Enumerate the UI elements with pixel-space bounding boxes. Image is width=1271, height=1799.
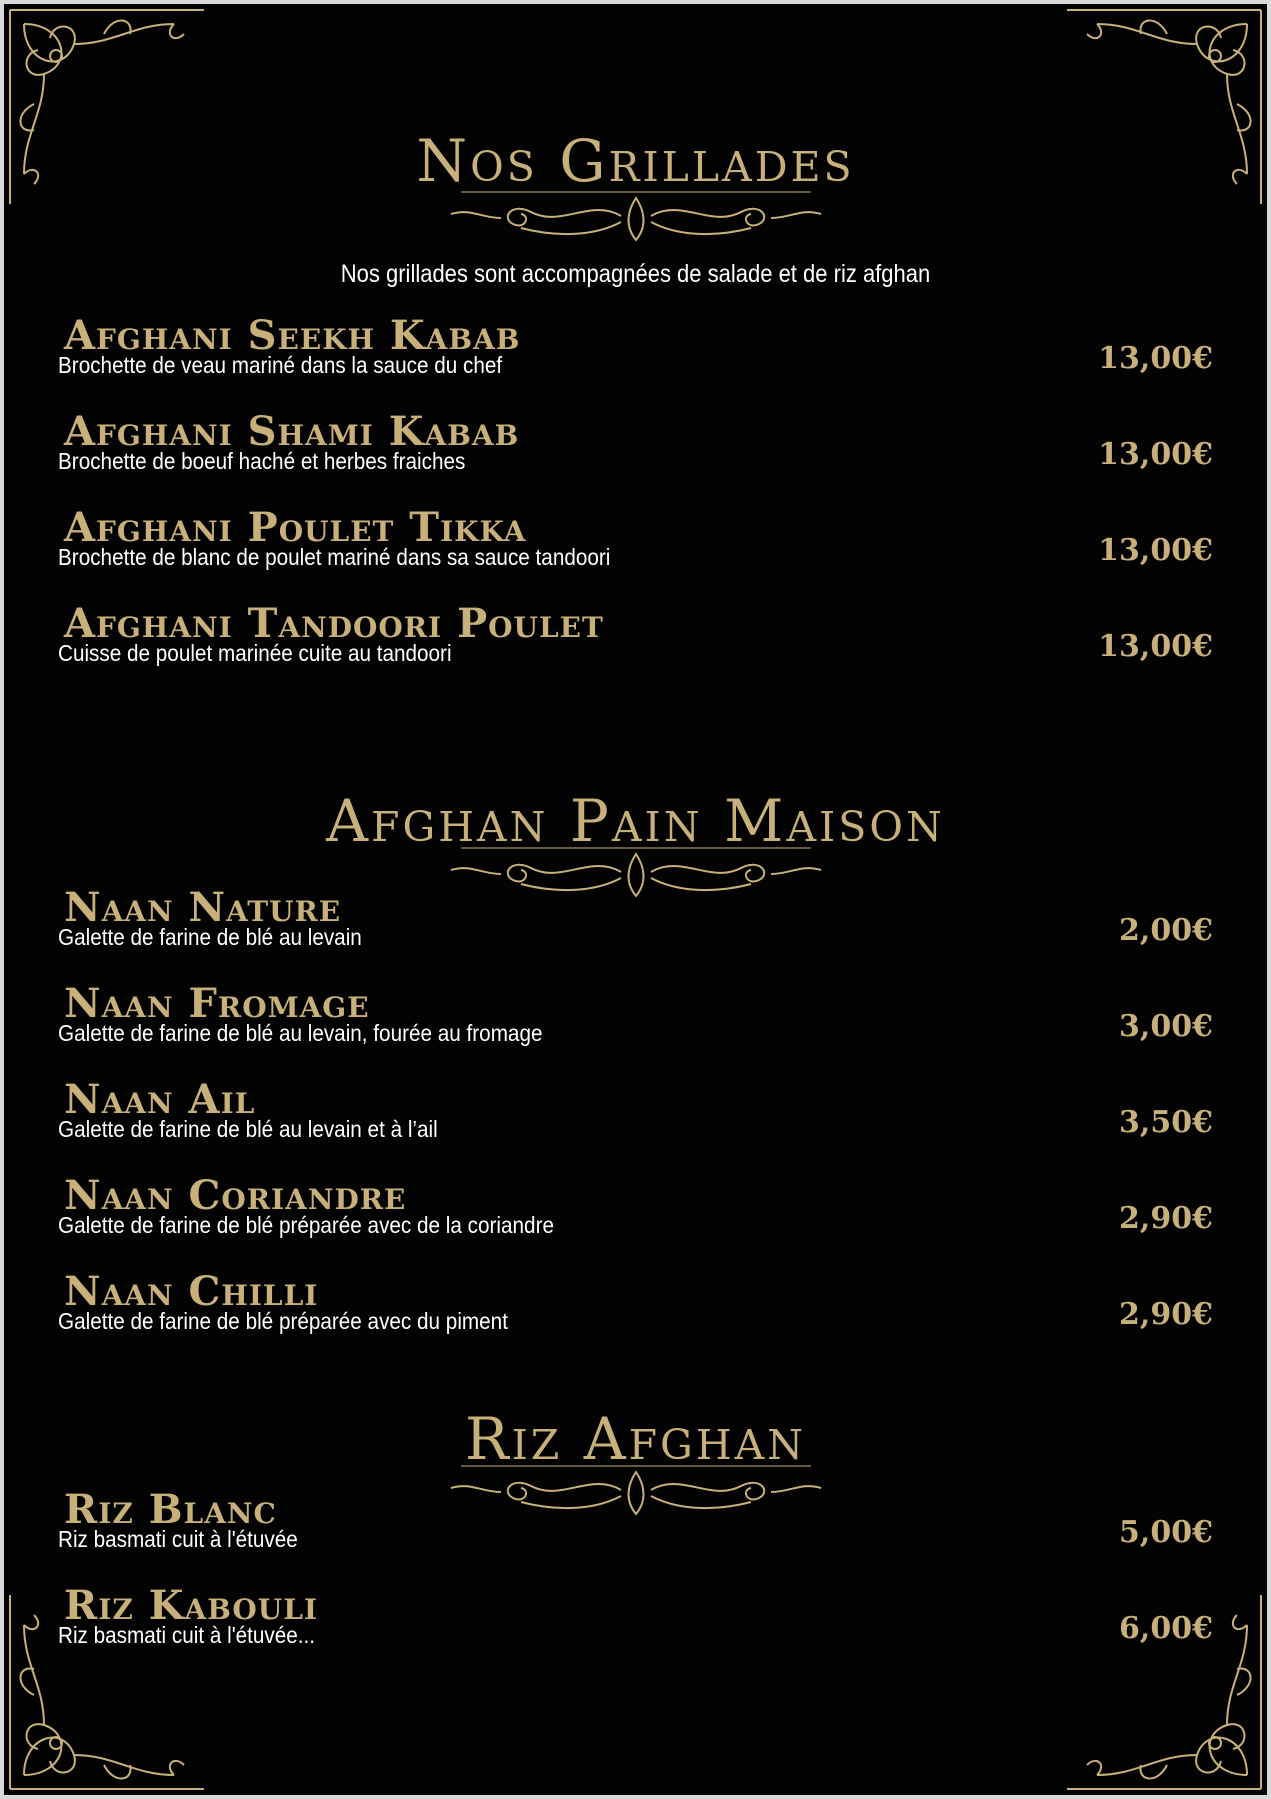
item-price: 13,00€ <box>1098 629 1213 664</box>
item-price: 3,50€ <box>1119 1105 1213 1140</box>
item-name: Riz Blanc <box>64 1486 277 1533</box>
section-title-riz: Riz Afghan <box>464 1405 807 1473</box>
item-name: Naan Nature <box>64 884 342 931</box>
item-price: 13,00€ <box>1098 533 1213 568</box>
item-name: Afghani Tandoori Poulet <box>64 600 604 647</box>
item-description: Galette de farine de blé préparée avec de la coriandre <box>58 1212 554 1238</box>
item-name: Afghani Seekh Kabab <box>64 312 521 359</box>
item-name: Afghani Shami Kabab <box>64 408 520 455</box>
item-price: 2,00€ <box>1119 913 1213 948</box>
item-description: Cuisse de poulet marinée cuite au tandoori <box>58 640 452 666</box>
item-price: 6,00€ <box>1119 1611 1213 1646</box>
item-description: Brochette de boeuf haché et herbes fraiches <box>58 448 466 474</box>
item-price: 13,00€ <box>1098 437 1213 472</box>
item-name: Naan Chilli <box>64 1268 319 1315</box>
item-description: Brochette de veau mariné dans la sauce du chef <box>58 352 503 378</box>
item-name: Riz Kabouli <box>64 1582 318 1629</box>
item-description: Riz basmati cuit à l'étuvée... <box>58 1622 316 1648</box>
item-price: 13,00€ <box>1098 341 1213 376</box>
item-name: Naan Fromage <box>64 980 370 1027</box>
item-description: Brochette de blanc de poulet mariné dans sa sauce tandoori <box>58 544 611 570</box>
item-name: Naan Ail <box>64 1076 256 1123</box>
item-description: Galette de farine de blé au levain <box>58 924 362 950</box>
item-name: Afghani Poulet Tikka <box>64 504 527 551</box>
section-title-pain: Afghan Pain Maison <box>326 787 945 855</box>
menu-item <box>58 1172 1213 1268</box>
menu-item <box>58 884 1213 980</box>
menu-item <box>58 600 1213 696</box>
menu-item <box>58 1076 1213 1172</box>
menu-item <box>58 504 1213 600</box>
item-description: Galette de farine de blé au levain et à l’ail <box>58 1116 438 1142</box>
item-price: 2,90€ <box>1119 1201 1213 1236</box>
menu-item <box>58 312 1213 408</box>
item-description: Riz basmati cuit à l'étuvée <box>58 1526 298 1552</box>
item-description: Galette de farine de blé préparée avec du piment <box>58 1308 508 1334</box>
item-price: 5,00€ <box>1119 1515 1213 1550</box>
section-title-grillades: Nos Grillades <box>416 127 855 195</box>
item-price: 2,90€ <box>1119 1297 1213 1332</box>
menu-item <box>58 1582 1213 1678</box>
item-description: Galette de farine de blé au levain, fourée au fromage <box>58 1020 543 1046</box>
corner-ornament-top-left <box>4 4 234 234</box>
menu-page <box>4 4 1267 1795</box>
item-price: 3,00€ <box>1119 1009 1213 1044</box>
grillades-intro: Nos grillades sont accompagnées de salade et de riz afghan <box>340 260 931 288</box>
corner-ornament-top-right <box>1037 4 1267 234</box>
menu-item <box>58 1268 1213 1364</box>
menu-item <box>58 408 1213 504</box>
flourish-divider <box>441 188 831 244</box>
menu-item <box>58 980 1213 1076</box>
menu-item <box>58 1486 1213 1582</box>
item-name: Naan Coriandre <box>64 1172 407 1219</box>
